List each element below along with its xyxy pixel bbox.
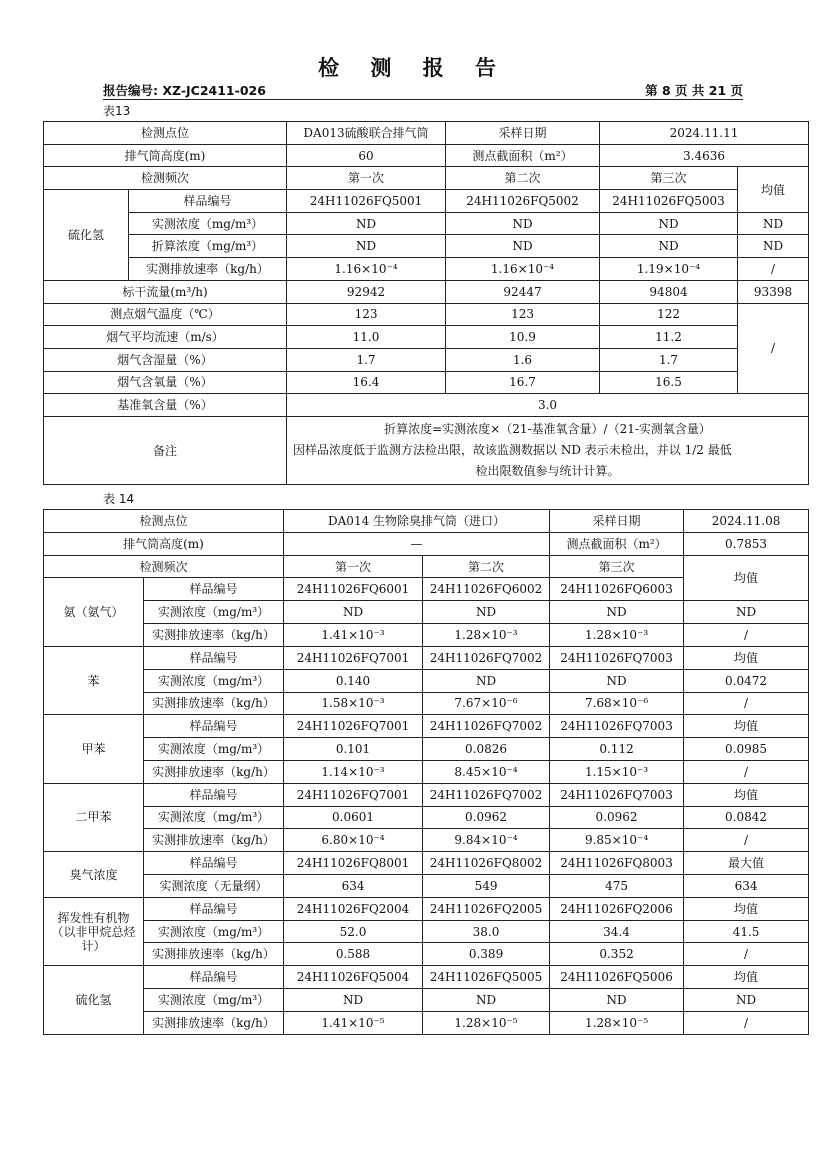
- h2s-label: 硫化氢: [44, 190, 129, 281]
- value-summary: 0.0985: [684, 738, 809, 761]
- value-summary: /: [684, 943, 809, 966]
- report-header: [103, 80, 743, 100]
- conc-2: ND: [446, 212, 600, 235]
- table-row: [44, 806, 809, 829]
- item-label: 实测浓度（mg/m³）: [144, 669, 284, 692]
- value-run-1: 0.140: [284, 669, 423, 692]
- moist-3: 1.7: [600, 348, 738, 371]
- table-row: [44, 371, 809, 394]
- temp-2: 123: [446, 303, 600, 326]
- conv-1: ND: [287, 235, 446, 258]
- table14-caption: 表 14: [103, 492, 135, 506]
- value-run-2: 7.67×10⁻⁶: [423, 692, 550, 715]
- item-label: 样品编号: [144, 966, 284, 989]
- table-row: [44, 715, 809, 738]
- oxy-2: 16.7: [446, 371, 600, 394]
- temp-1: 123: [287, 303, 446, 326]
- value-run-3: ND: [550, 989, 684, 1012]
- value-run-1: 0.0601: [284, 806, 423, 829]
- point-value: DA014 生物除臭排气筒（进口）: [284, 510, 550, 533]
- table-row: [44, 760, 809, 783]
- report-title: 检 测 报 告: [318, 56, 508, 80]
- value-run-1: 1.41×10⁻³: [284, 624, 423, 647]
- value-run-2: 24H11026FQ7002: [423, 646, 550, 669]
- table-row: [44, 417, 809, 485]
- date-label: 采样日期: [550, 510, 684, 533]
- value-summary: 均值: [684, 715, 809, 738]
- area-value: 3.4636: [600, 144, 809, 167]
- value-summary: 634: [684, 875, 809, 898]
- value-summary: 41.5: [684, 920, 809, 943]
- item-label: 实测排放速率（kg/h）: [144, 943, 284, 966]
- height-label: 排气筒高度(m): [44, 144, 287, 167]
- value-run-3: 24H11026FQ7003: [550, 646, 684, 669]
- table-row: [44, 669, 809, 692]
- table-row: [44, 829, 809, 852]
- run-3: 第三次: [600, 167, 738, 190]
- table-row: [44, 943, 809, 966]
- height-label: 排气筒高度(m): [44, 532, 284, 555]
- value-run-3: ND: [550, 601, 684, 624]
- value-run-3: 0.352: [550, 943, 684, 966]
- value-run-3: 0.112: [550, 738, 684, 761]
- value-run-1: 1.41×10⁻⁵: [284, 1011, 423, 1034]
- value-run-2: ND: [423, 601, 550, 624]
- table-row: [44, 326, 809, 349]
- rate-1: 1.16×10⁻⁴: [287, 258, 446, 281]
- date-value: 2024.11.08: [684, 510, 809, 533]
- value-run-3: 24H11026FQ7003: [550, 783, 684, 806]
- item-label: 样品编号: [144, 783, 284, 806]
- value-run-2: ND: [423, 989, 550, 1012]
- value-run-3: 1.28×10⁻⁵: [550, 1011, 684, 1034]
- value-run-2: 0.0962: [423, 806, 550, 829]
- item-label: 实测排放速率（kg/h）: [144, 829, 284, 852]
- run-2: 第二次: [446, 167, 600, 190]
- table-row: [44, 783, 809, 806]
- value-summary: 最大值: [684, 852, 809, 875]
- value-run-3: 0.0962: [550, 806, 684, 829]
- oxy-3: 16.5: [600, 371, 738, 394]
- rate-3: 1.19×10⁻⁴: [600, 258, 738, 281]
- vel-2: 10.9: [446, 326, 600, 349]
- value-summary: 均值: [684, 783, 809, 806]
- value-run-2: 38.0: [423, 920, 550, 943]
- page-indicator: 第 8 页 共 21 页: [645, 83, 743, 98]
- vel-1: 11.0: [287, 326, 446, 349]
- conv-label: 折算浓度（mg/m³）: [129, 235, 287, 258]
- value-run-3: 9.85×10⁻⁴: [550, 829, 684, 852]
- table-13: [43, 121, 809, 485]
- table-row: [44, 601, 809, 624]
- value-summary: /: [684, 829, 809, 852]
- freq-label: 检测频次: [44, 555, 284, 578]
- value-run-1: 24H11026FQ2004: [284, 897, 423, 920]
- sample-3: 24H11026FQ5003: [600, 190, 738, 213]
- item-label: 样品编号: [144, 646, 284, 669]
- oxy-label: 烟气含氧量（%）: [44, 371, 287, 394]
- table-row: [44, 692, 809, 715]
- value-run-2: 9.84×10⁻⁴: [423, 829, 550, 852]
- moist-1: 1.7: [287, 348, 446, 371]
- pollutant-name: 氨（氨气）: [44, 578, 144, 646]
- table-row: [44, 897, 809, 920]
- value-run-1: 24H11026FQ6001: [284, 578, 423, 601]
- conc-3: ND: [600, 212, 738, 235]
- table-row: [44, 624, 809, 647]
- item-label: 实测浓度（mg/m³）: [144, 989, 284, 1012]
- base-oxy-label: 基准氧含量（%）: [44, 394, 287, 417]
- area-value: 0.7853: [684, 532, 809, 555]
- value-summary: /: [684, 760, 809, 783]
- flow-3: 94804: [600, 280, 738, 303]
- rate-2: 1.16×10⁻⁴: [446, 258, 600, 281]
- value-run-2: 0.0826: [423, 738, 550, 761]
- value-run-2: 24H11026FQ7002: [423, 715, 550, 738]
- conv-avg: ND: [738, 235, 809, 258]
- table-row: [44, 646, 809, 669]
- conc-1: ND: [287, 212, 446, 235]
- table-row: [44, 303, 809, 326]
- value-run-2: 24H11026FQ7002: [423, 783, 550, 806]
- value-run-1: 1.58×10⁻³: [284, 692, 423, 715]
- value-run-3: 1.15×10⁻³: [550, 760, 684, 783]
- temp-3: 122: [600, 303, 738, 326]
- flow-avg: 93398: [738, 280, 809, 303]
- table-row: [44, 122, 809, 145]
- moist-2: 1.6: [446, 348, 600, 371]
- value-run-3: 7.68×10⁻⁶: [550, 692, 684, 715]
- value-run-3: 24H11026FQ2006: [550, 897, 684, 920]
- value-run-3: 34.4: [550, 920, 684, 943]
- flow-2: 92447: [446, 280, 600, 303]
- vel-label: 烟气平均流速（m/s）: [44, 326, 287, 349]
- value-run-1: 634: [284, 875, 423, 898]
- vel-3: 11.2: [600, 326, 738, 349]
- value-run-3: 24H11026FQ5006: [550, 966, 684, 989]
- table-row: [44, 167, 809, 190]
- pollutant-name: 硫化氢: [44, 966, 144, 1035]
- value-run-2: 8.45×10⁻⁴: [423, 760, 550, 783]
- value-run-1: ND: [284, 989, 423, 1012]
- value-run-2: 24H11026FQ6002: [423, 578, 550, 601]
- value-run-2: 24H11026FQ2005: [423, 897, 550, 920]
- height-value: 60: [287, 144, 446, 167]
- freq-label: 检测频次: [44, 167, 287, 190]
- item-label: 样品编号: [144, 897, 284, 920]
- value-run-1: 24H11026FQ7001: [284, 646, 423, 669]
- value-summary: /: [684, 624, 809, 647]
- item-label: 实测浓度（mg/m³）: [144, 738, 284, 761]
- area-label: 测点截面积（m²）: [550, 532, 684, 555]
- conv-3: ND: [600, 235, 738, 258]
- avg-header: 均值: [684, 555, 809, 601]
- date-label: 采样日期: [446, 122, 600, 145]
- value-summary: ND: [684, 601, 809, 624]
- rate-label: 实测排放速率（kg/h）: [129, 258, 287, 281]
- table-row: [44, 258, 809, 281]
- temp-label: 测点烟气温度（℃）: [44, 303, 287, 326]
- value-run-2: 1.28×10⁻⁵: [423, 1011, 550, 1034]
- item-label: 实测排放速率（kg/h）: [144, 760, 284, 783]
- avg-header: 均值: [738, 167, 809, 212]
- item-label: 实测浓度（mg/m³）: [144, 806, 284, 829]
- pollutant-name: 甲苯: [44, 715, 144, 783]
- table13-caption: 表13: [103, 104, 131, 118]
- oxy-1: 16.4: [287, 371, 446, 394]
- value-run-3: 475: [550, 875, 684, 898]
- table-row: [44, 235, 809, 258]
- item-label: 实测排放速率（kg/h）: [144, 692, 284, 715]
- base-oxy-value: 3.0: [287, 394, 809, 417]
- item-label: 实测浓度（mg/m³）: [144, 920, 284, 943]
- table-row: [44, 852, 809, 875]
- value-run-2: 0.389: [423, 943, 550, 966]
- value-run-1: 24H11026FQ5004: [284, 966, 423, 989]
- value-run-3: 24H11026FQ6003: [550, 578, 684, 601]
- table-row: [44, 348, 809, 371]
- table-row: [44, 738, 809, 761]
- table-row: [44, 394, 809, 417]
- pollutant-name: 臭气浓度: [44, 852, 144, 898]
- run-1: 第一次: [284, 555, 423, 578]
- report-number: 报告编号: XZ-JC2411-026: [103, 83, 266, 98]
- pollutant-name: 二甲苯: [44, 783, 144, 851]
- conc-label: 实测浓度（mg/m³）: [129, 212, 287, 235]
- pollutant-name: 苯: [44, 646, 144, 714]
- value-summary: ND: [684, 989, 809, 1012]
- value-run-2: 24H11026FQ5005: [423, 966, 550, 989]
- area-label: 测点截面积（m²）: [446, 144, 600, 167]
- run-3: 第三次: [550, 555, 684, 578]
- table-row: [44, 212, 809, 235]
- item-label: 样品编号: [144, 715, 284, 738]
- value-run-2: ND: [423, 669, 550, 692]
- item-label: 实测排放速率（kg/h）: [144, 1011, 284, 1034]
- value-summary: /: [684, 692, 809, 715]
- flow-label: 标干流量(m³/h): [44, 280, 287, 303]
- value-run-1: 52.0: [284, 920, 423, 943]
- value-run-1: 24H11026FQ7001: [284, 715, 423, 738]
- value-run-1: 24H11026FQ7001: [284, 783, 423, 806]
- table-row: [44, 144, 809, 167]
- rate-avg: /: [738, 258, 809, 281]
- item-label: 实测排放速率（kg/h）: [144, 624, 284, 647]
- table-row: [44, 280, 809, 303]
- table-row: [44, 510, 809, 533]
- value-run-3: ND: [550, 669, 684, 692]
- point-label: 检测点位: [44, 122, 287, 145]
- remark-label: 备注: [44, 417, 287, 485]
- remark-text: [287, 417, 809, 485]
- item-label: 样品编号: [144, 852, 284, 875]
- value-summary: /: [684, 1011, 809, 1034]
- point-value: DA013硫酸联合排气筒: [287, 122, 446, 145]
- value-summary: 均值: [684, 646, 809, 669]
- table-row: [44, 920, 809, 943]
- item-label: 实测浓度（无量纲）: [144, 875, 284, 898]
- value-run-1: 0.101: [284, 738, 423, 761]
- value-run-1: ND: [284, 601, 423, 624]
- table-row: [44, 555, 809, 578]
- value-summary: 均值: [684, 897, 809, 920]
- table-row: [44, 1011, 809, 1034]
- point-label: 检测点位: [44, 510, 284, 533]
- run-2: 第二次: [423, 555, 550, 578]
- item-label: 样品编号: [144, 578, 284, 601]
- value-summary: 均值: [684, 966, 809, 989]
- remark-note-cont: 检出限数值参与统计计算。: [475, 464, 620, 478]
- value-run-1: 24H11026FQ8001: [284, 852, 423, 875]
- value-summary: 0.0472: [684, 669, 809, 692]
- sample-1: 24H11026FQ5001: [287, 190, 446, 213]
- table-row: [44, 875, 809, 898]
- value-run-2: 24H11026FQ8002: [423, 852, 550, 875]
- sample-2: 24H11026FQ5002: [446, 190, 600, 213]
- slash-cell: /: [738, 303, 809, 394]
- value-run-2: 1.28×10⁻³: [423, 624, 550, 647]
- table-row: [44, 532, 809, 555]
- flow-1: 92942: [287, 280, 446, 303]
- conc-avg: ND: [738, 212, 809, 235]
- value-run-3: 1.28×10⁻³: [550, 624, 684, 647]
- table-row: [44, 190, 809, 213]
- remark-formula: 折算浓度=实测浓度×（21-基准氧含量）/（21-实测氧含量）: [384, 422, 711, 436]
- item-label: 实测浓度（mg/m³）: [144, 601, 284, 624]
- pollutant-name: 挥发性有机物（以非甲烷总烃计）: [44, 897, 144, 965]
- table-row: [44, 966, 809, 989]
- value-run-1: 1.14×10⁻³: [284, 760, 423, 783]
- value-run-1: 6.80×10⁻⁴: [284, 829, 423, 852]
- value-run-3: 24H11026FQ8003: [550, 852, 684, 875]
- value-summary: 0.0842: [684, 806, 809, 829]
- run-1: 第一次: [287, 167, 446, 190]
- height-value: —: [284, 532, 550, 555]
- sample-label: 样品编号: [129, 190, 287, 213]
- value-run-1: 0.588: [284, 943, 423, 966]
- conv-2: ND: [446, 235, 600, 258]
- moist-label: 烟气含湿量（%）: [44, 348, 287, 371]
- date-value: 2024.11.11: [600, 122, 809, 145]
- remark-note: 因样品浓度低于监测方法检出限，故该监测数据以 ND 表示未检出，并以 1/2 最低: [293, 443, 732, 457]
- value-run-3: 24H11026FQ7003: [550, 715, 684, 738]
- table-row: [44, 989, 809, 1012]
- value-run-2: 549: [423, 875, 550, 898]
- table-14: [43, 509, 809, 1035]
